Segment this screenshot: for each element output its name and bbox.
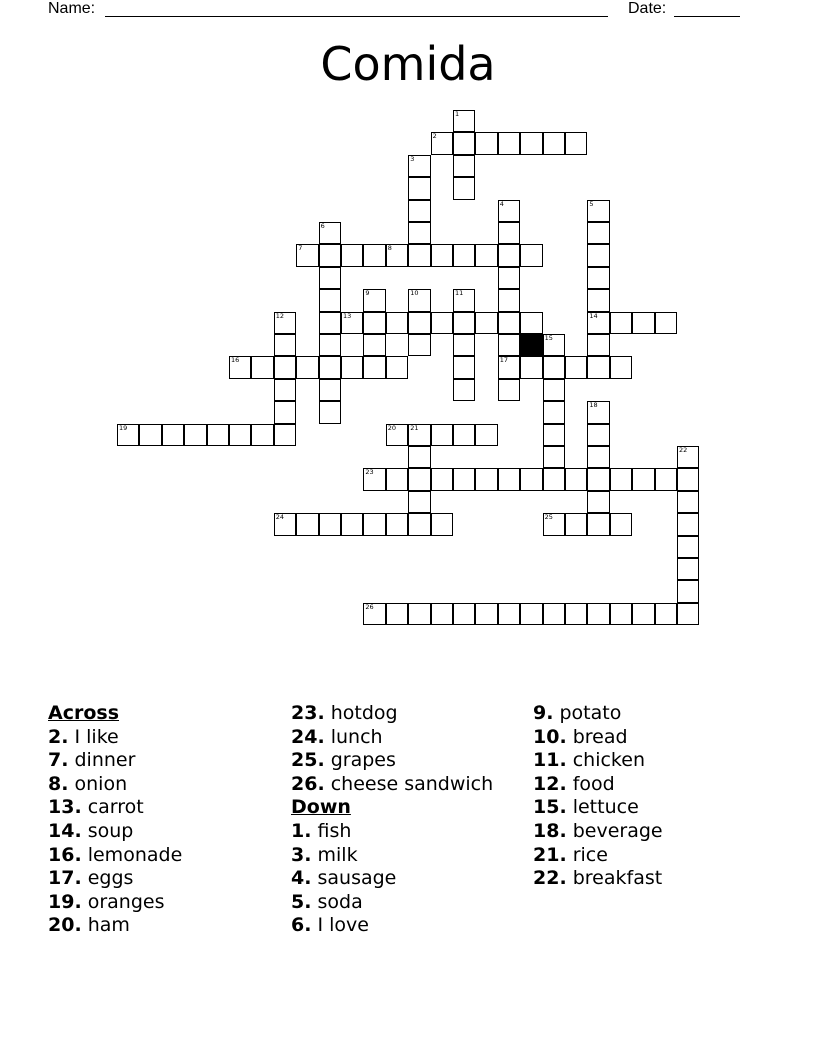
grid-cell[interactable]	[341, 356, 363, 378]
clue-item: 18. beverage	[533, 819, 663, 842]
date-label: Date:	[628, 0, 667, 17]
grid-cell[interactable]	[229, 356, 251, 378]
down-heading: Down	[291, 796, 351, 819]
grid-cell[interactable]	[587, 200, 609, 222]
grid-cell[interactable]	[520, 356, 542, 378]
grid-cell[interactable]	[498, 312, 520, 334]
grid-cell[interactable]	[543, 401, 565, 423]
grid-cell[interactable]	[610, 603, 632, 625]
grid-cell[interactable]	[610, 513, 632, 535]
clue-item: 8. onion	[48, 772, 128, 795]
grid-cell[interactable]	[386, 312, 408, 334]
grid-cell[interactable]	[274, 401, 296, 423]
grid-cell[interactable]	[408, 513, 430, 535]
grid-cell[interactable]	[587, 267, 609, 289]
grid-cell[interactable]	[408, 244, 430, 266]
grid-cell[interactable]	[453, 468, 475, 490]
clue-number: 7	[298, 244, 303, 253]
grid-cell[interactable]	[520, 132, 542, 154]
grid-cell[interactable]	[520, 603, 542, 625]
across-heading: Across	[48, 702, 120, 724]
grid-cell[interactable]	[520, 468, 542, 490]
grid-cell[interactable]	[475, 312, 497, 334]
grid-cell[interactable]	[475, 132, 497, 154]
grid-cell[interactable]	[431, 513, 453, 535]
grid-cell[interactable]	[610, 468, 632, 490]
grid-cell[interactable]	[341, 513, 363, 535]
grid-cell[interactable]	[587, 244, 609, 266]
grid-cell[interactable]	[587, 424, 609, 446]
grid-cell[interactable]	[677, 513, 699, 535]
clue-item: 7. dinner	[48, 749, 136, 772]
clue-number: 11	[455, 289, 464, 298]
grid-cell[interactable]	[453, 312, 475, 334]
clue-item: 11. chicken	[533, 749, 645, 772]
clue-number: 3	[410, 154, 415, 163]
clue-item: 19. oranges	[48, 890, 165, 913]
grid-cell[interactable]	[296, 513, 318, 535]
grid-cell[interactable]	[408, 446, 430, 468]
grid-cell[interactable]	[319, 267, 341, 289]
grid-cell[interactable]	[453, 603, 475, 625]
grid-cell[interactable]	[408, 468, 430, 490]
clue-item: 17. eggs	[48, 867, 134, 890]
clue-number: 5	[589, 199, 594, 208]
clue-number: 26	[365, 602, 374, 611]
grid-cell[interactable]	[431, 424, 453, 446]
grid-cell[interactable]	[475, 468, 497, 490]
clue-column-3	[533, 702, 663, 891]
grid-cell[interactable]	[565, 468, 587, 490]
grid-cell[interactable]	[498, 200, 520, 222]
clue-item: 1. fish	[291, 819, 352, 842]
clue-item: 23. hotdog	[291, 702, 398, 724]
clue-item: 13. carrot	[48, 796, 144, 819]
grid-cell[interactable]	[475, 424, 497, 446]
grid-cell[interactable]	[565, 603, 587, 625]
clue-item: 10. bread	[533, 725, 628, 748]
grid-cell[interactable]	[207, 424, 229, 446]
clue-number: 14	[589, 311, 598, 320]
grid-cell[interactable]	[296, 244, 318, 266]
clue-number: 23	[365, 468, 374, 477]
grid-cell[interactable]	[587, 334, 609, 356]
grid-cell[interactable]	[408, 603, 430, 625]
clue-item: 15. lettuce	[533, 796, 639, 819]
grid-cell[interactable]	[431, 132, 453, 154]
grid-cell[interactable]	[341, 244, 363, 266]
grid-cell[interactable]	[319, 222, 341, 244]
grid-cell[interactable]	[475, 244, 497, 266]
clue-number: 22	[679, 446, 688, 454]
clue-number: 13	[343, 311, 352, 320]
grid-cell[interactable]	[363, 513, 385, 535]
grid-cell[interactable]	[587, 491, 609, 513]
grid-cell[interactable]	[319, 379, 341, 401]
grid-cell[interactable]	[319, 513, 341, 535]
grid-cell[interactable]	[274, 424, 296, 446]
grid-cell[interactable]	[386, 244, 408, 266]
clue-number: 18	[589, 401, 598, 410]
grid-cell[interactable]	[453, 356, 475, 378]
grid-cell[interactable]	[587, 222, 609, 244]
grid-cell[interactable]	[386, 468, 408, 490]
grid-cell[interactable]	[498, 603, 520, 625]
grid-cell[interactable]	[610, 356, 632, 378]
name-label: Name:	[48, 0, 96, 17]
grid-cell[interactable]	[655, 468, 677, 490]
clue-number: 20	[387, 423, 397, 432]
grid-cell[interactable]	[498, 132, 520, 154]
grid-cell[interactable]	[319, 356, 341, 378]
grid-cell[interactable]	[453, 244, 475, 266]
grid-cell[interactable]	[587, 603, 609, 625]
grid-cell[interactable]	[274, 356, 296, 378]
grid-cell[interactable]	[475, 603, 497, 625]
grid-cell[interactable]	[431, 603, 453, 625]
grid-cell[interactable]	[498, 334, 520, 356]
grid-cell[interactable]	[587, 446, 609, 468]
clue-item: 14. soup	[48, 819, 134, 842]
clue-number: 12	[275, 311, 285, 320]
grid-cell[interactable]	[363, 603, 385, 625]
grid-cell[interactable]	[296, 356, 318, 378]
grid-cell[interactable]	[453, 132, 475, 154]
grid-cell[interactable]	[386, 513, 408, 535]
grid-cell[interactable]	[677, 558, 699, 580]
grid-cell[interactable]	[386, 603, 408, 625]
grid-cell[interactable]	[363, 334, 385, 356]
grid-cell[interactable]	[632, 312, 654, 334]
grid-cell[interactable]	[498, 289, 520, 311]
grid-cell[interactable]	[543, 468, 565, 490]
grid-cell[interactable]	[162, 424, 184, 446]
grid-cell[interactable]	[565, 132, 587, 154]
clue-column-1	[48, 702, 182, 938]
grid-cell[interactable]	[543, 356, 565, 378]
grid-cell[interactable]	[319, 289, 341, 311]
grid-cell[interactable]	[274, 312, 296, 334]
clue-number: 24	[275, 513, 285, 522]
grid-cell[interactable]	[386, 356, 408, 378]
clue-item: 9. potato	[533, 702, 622, 724]
grid-cell[interactable]	[363, 468, 385, 490]
grid-cell[interactable]	[655, 603, 677, 625]
grid-cell[interactable]	[431, 468, 453, 490]
grid-cell[interactable]	[319, 401, 341, 423]
grid-cell[interactable]	[677, 446, 699, 468]
grid-cell[interactable]	[543, 132, 565, 154]
grid-cell[interactable]	[632, 603, 654, 625]
grid-cell[interactable]	[117, 424, 139, 446]
clue-number: 16	[231, 356, 240, 365]
clue-number: 4	[499, 199, 504, 208]
clue-column-2	[291, 702, 493, 938]
grid-cell[interactable]	[184, 424, 206, 446]
grid-cell[interactable]	[453, 289, 475, 311]
grid-cell[interactable]	[632, 468, 654, 490]
grid-cell[interactable]	[251, 424, 273, 446]
clue-item: 24. lunch	[291, 725, 383, 748]
grid-cell[interactable]	[363, 244, 385, 266]
grid-cell[interactable]	[408, 334, 430, 356]
grid-cell[interactable]	[363, 356, 385, 378]
grid-cell[interactable]	[453, 155, 475, 177]
grid-cell[interactable]	[498, 379, 520, 401]
clue-item: 6. I love	[291, 914, 369, 937]
grid-cell[interactable]	[587, 401, 609, 423]
grid-cell[interactable]	[408, 424, 430, 446]
grid-cell[interactable]	[543, 424, 565, 446]
grid-cell[interactable]	[677, 536, 699, 558]
grid-cell[interactable]	[408, 222, 430, 244]
clue-number: 8	[387, 244, 392, 253]
grid-cell[interactable]	[408, 200, 430, 222]
clue-item: 25. grapes	[291, 749, 396, 772]
grid-cell[interactable]	[677, 603, 699, 625]
grid-cell[interactable]	[498, 267, 520, 289]
grid-cell[interactable]	[453, 424, 475, 446]
grid-cell[interactable]	[319, 244, 341, 266]
grid-cell[interactable]	[498, 222, 520, 244]
grid-cell[interactable]	[587, 468, 609, 490]
grid-cell[interactable]	[543, 334, 565, 356]
grid-cell[interactable]	[543, 603, 565, 625]
grid-cell[interactable]	[341, 312, 363, 334]
clue-item: 20. ham	[48, 914, 130, 937]
clue-item: 26. cheese sandwich	[291, 772, 494, 795]
grid-cell[interactable]	[431, 312, 453, 334]
clue-item: 16. lemonade	[48, 843, 183, 866]
clue-number: 9	[365, 289, 370, 298]
grid-cell[interactable]	[565, 356, 587, 378]
clue-number: 10	[410, 289, 419, 298]
clue-number: 6	[320, 222, 325, 230]
grid-cell[interactable]	[319, 334, 341, 356]
clue-item: 5. soda	[291, 890, 363, 913]
grid-cell[interactable]	[520, 244, 542, 266]
grid-cell[interactable]	[587, 312, 609, 334]
clue-number: 21	[410, 423, 419, 432]
grid-cell[interactable]	[274, 513, 296, 535]
clue-item: 21. rice	[533, 843, 608, 866]
grid-cell[interactable]	[408, 491, 430, 513]
grid-cell[interactable]	[408, 155, 430, 177]
page-title: Comida	[320, 37, 496, 91]
grid-cell[interactable]	[498, 468, 520, 490]
grid-cell[interactable]	[319, 312, 341, 334]
grid-cell[interactable]	[543, 446, 565, 468]
grid-cell[interactable]	[363, 289, 385, 311]
grid-cell[interactable]	[610, 312, 632, 334]
grid-cell[interactable]	[498, 244, 520, 266]
grid-cell[interactable]	[587, 289, 609, 311]
grid-cell[interactable]	[363, 312, 385, 334]
grid-cell[interactable]	[498, 356, 520, 378]
grid-cell[interactable]	[251, 356, 273, 378]
grid-cell[interactable]	[565, 513, 587, 535]
clue-item: 22. breakfast	[533, 867, 663, 890]
clue-number: 2	[432, 132, 437, 141]
grid-cell[interactable]	[274, 334, 296, 356]
grid-cell[interactable]	[408, 289, 430, 311]
clue-item: 12. food	[533, 772, 615, 795]
grid-cell[interactable]	[677, 580, 699, 602]
clue-item: 2. I like	[48, 725, 119, 748]
grid-cell[interactable]	[431, 244, 453, 266]
grid-cell[interactable]	[520, 312, 542, 334]
shaded-cell	[520, 334, 542, 356]
clue-number: 17	[499, 356, 509, 365]
clue-number: 1	[455, 110, 460, 118]
grid-cell[interactable]	[274, 379, 296, 401]
clue-number: 15	[544, 334, 553, 342]
grid-cell[interactable]	[453, 110, 475, 132]
grid-cell[interactable]	[453, 379, 475, 401]
grid-cell[interactable]	[139, 424, 161, 446]
clue-number: 19	[119, 423, 128, 432]
grid-cell[interactable]	[453, 334, 475, 356]
clue-number: 25	[544, 513, 553, 522]
clue-item: 4. sausage	[291, 867, 397, 890]
grid-cell[interactable]	[655, 312, 677, 334]
grid-cell[interactable]	[386, 424, 408, 446]
grid-cell[interactable]	[408, 177, 430, 199]
grid-cell[interactable]	[677, 491, 699, 513]
grid-cell[interactable]	[229, 424, 251, 446]
grid-cell[interactable]	[543, 513, 565, 535]
grid-cell[interactable]	[543, 379, 565, 401]
grid-cell[interactable]	[587, 513, 609, 535]
grid-cell[interactable]	[453, 177, 475, 199]
grid-cell[interactable]	[677, 468, 699, 490]
clue-item: 3. milk	[291, 843, 358, 866]
grid-cell[interactable]	[408, 312, 430, 334]
grid-cell[interactable]	[587, 356, 609, 378]
